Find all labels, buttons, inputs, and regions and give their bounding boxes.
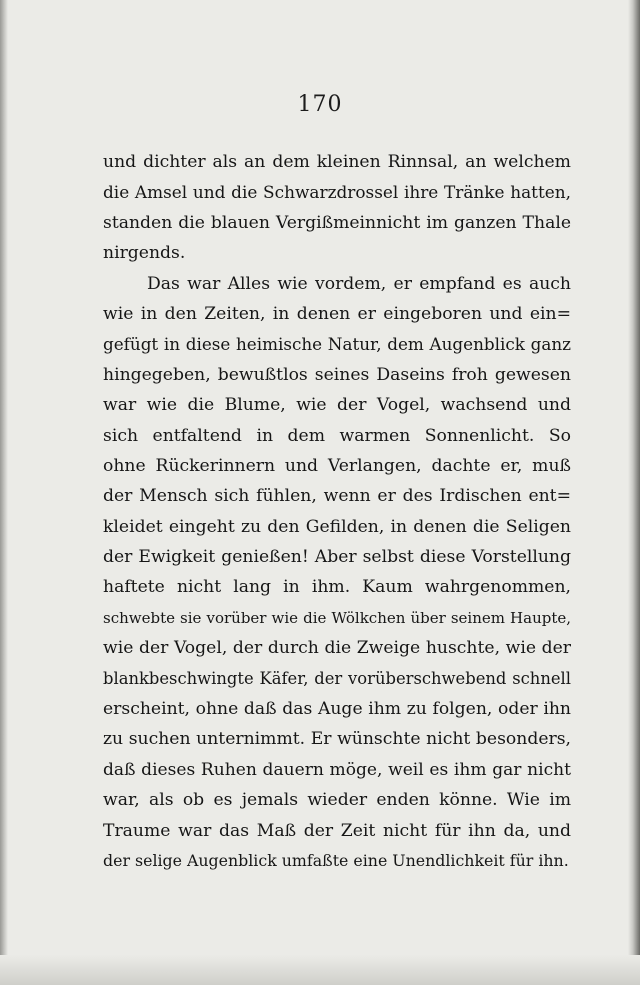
paragraph-2-first-line: Das war Alles wie vordem, er empfand es auch <box>147 273 571 294</box>
text-line-2: die Amsel und die Schwarzdrossel ihre Tränke hatten, <box>103 182 571 203</box>
text-line-20: zu suchen unternimmt. Er wünschte nicht besonders, <box>103 729 571 750</box>
text-line-6: wie in den Zeiten, in denen er eingeboren und ein= <box>103 303 571 324</box>
text-line-10: sich entfaltend in dem warmen Sonnenlicht. So <box>103 425 571 446</box>
text-line-24: der selige Augenblick umfaßte eine Unendlichkeit für ihn. <box>103 850 569 870</box>
text-line-9: war wie die Blume, wie der Vogel, wachsend und <box>103 395 571 416</box>
text-line-22: war, als ob es jemals wieder enden könne. Wie im <box>103 790 571 811</box>
text-line-8: hingegeben, bewußtlos seines Daseins froh gewesen <box>103 364 571 385</box>
text-line-15: haftete nicht lang in ihm. Kaum wahrgenommen, <box>103 577 571 598</box>
page-number: 170 <box>297 92 343 117</box>
text-line-14: der Ewigkeit genießen! Aber selbst diese Vorstellung <box>103 547 571 568</box>
text-line-11: ohne Rückerinnern und Verlangen, dachte er, muß <box>103 455 571 476</box>
text-line-13: kleidet eingeht zu den Gefilden, in denen die Seligen <box>103 516 571 537</box>
text-line-18: blankbeschwingte Käfer, der vorüberschwebend schnell <box>103 668 571 688</box>
body-text <box>103 147 571 876</box>
text-line-19: erscheint, ohne daß das Auge ihm zu folgen, oder ihn <box>103 699 571 720</box>
page-edge-shadow-right <box>628 0 640 985</box>
page-edge-shadow-left <box>0 0 8 985</box>
text-line-17: wie der Vogel, der durch die Zweige huschte, wie der <box>103 638 571 659</box>
page-edge-shadow-bottom <box>0 955 640 985</box>
text-line-16: schwebte sie vorüber wie die Wölkchen über seinem Haupte, <box>103 608 571 627</box>
text-line-7: gefügt in diese heimische Natur, dem Augenblick ganz <box>103 334 571 355</box>
text-line-12: der Mensch sich fühlen, wenn er des Irdischen ent= <box>103 486 571 507</box>
text-line-1: und dichter als an dem kleinen Rinnsal, an welchem <box>103 152 571 172</box>
text-line-4: nirgends. <box>103 243 186 264</box>
text-line-3: standen die blauen Vergißmeinnicht im ganzen Thale <box>103 212 571 233</box>
text-line-23: Traume war das Maß der Zeit nicht für ihn da, und <box>103 820 571 841</box>
text-line-21: daß dieses Ruhen dauern möge, weil es ihm gar nicht <box>103 759 571 780</box>
